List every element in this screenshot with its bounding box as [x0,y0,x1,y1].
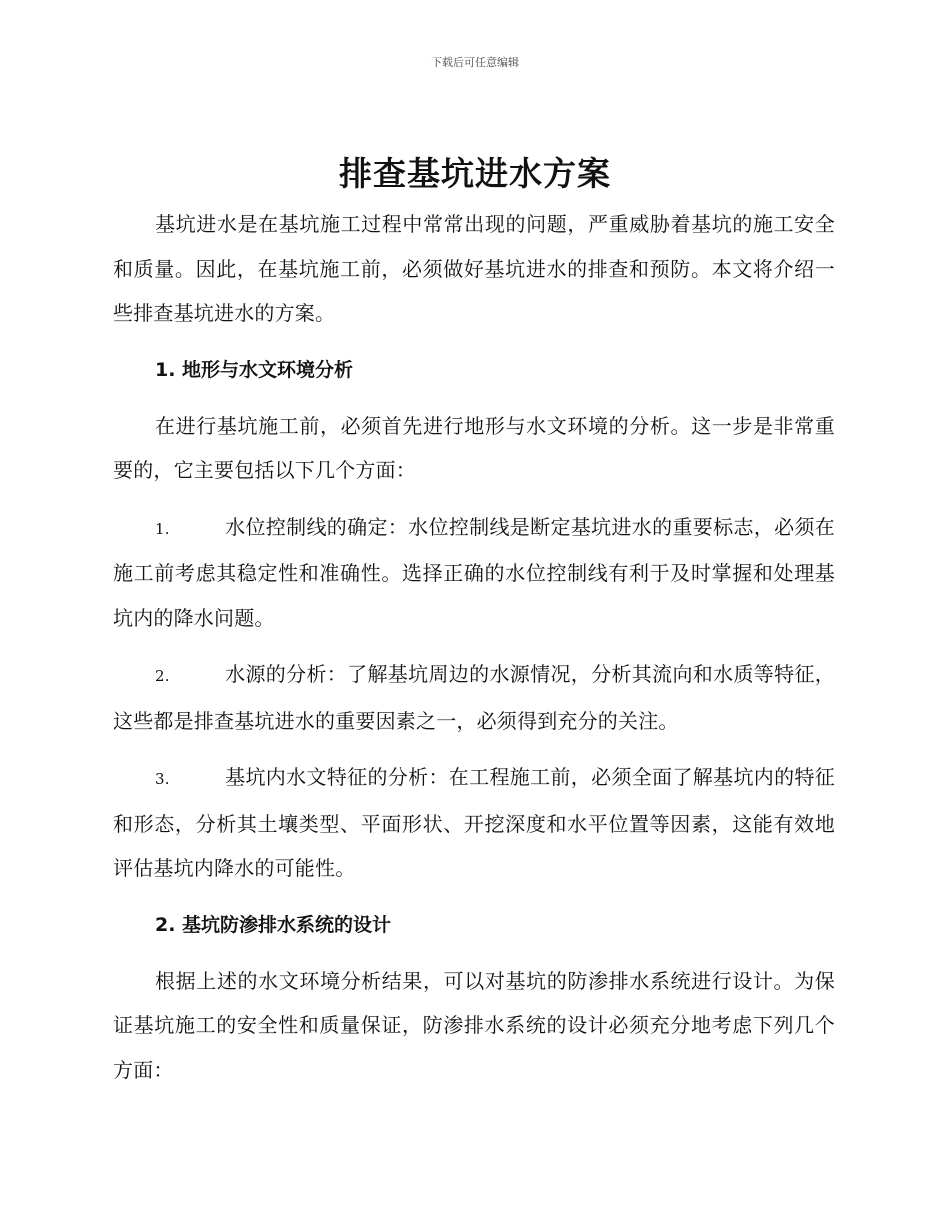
list-item [113,755,835,891]
section-1-heading: 1. 地形与水文环境分析 [155,358,354,381]
list-item-text: 基坑内水文特征的分析：在工程施工前，必须全面了解基坑内的特征和形态，分析其土壤类型、平面形状、开挖深度和水平位置等因素，这能有效地评估基坑内降水的可能性。 [113,765,835,880]
list-item-number: 3. [155,770,170,788]
header-note: 下载后可任意编辑 [431,56,519,69]
list-item-text: 水源的分析：了解基坑周边的水源情况，分析其流向和水质等特征，这些都是排查基坑进水的重要因素之一，必须得到充分的关注。 [113,662,835,733]
list-item-number: 2. [155,667,170,685]
intro-paragraph: 基坑进水是在基坑施工过程中常常出现的问题，严重威胁着基坑的施工安全和质量。因此，在基坑施工前，必须做好基坑进水的排查和预防。本文将介绍一些排查基坑进水的方案。 [113,212,835,325]
list-item [113,505,835,641]
list-item-number: 1. [155,519,170,538]
list-item [113,652,835,743]
section-2-paragraph: 根据上述的水文环境分析结果，可以对基坑的防渗排水系统进行设计。为保证基坑施工的安全性和质量保证，防渗排水系统的设计必须充分地考虑下列几个方面： [113,968,835,1082]
document-title: 排查基坑进水方案 [339,154,611,193]
section-1-paragraph: 在进行基坑施工前，必须首先进行地形与水文环境的分析。这一步是非常重要的，它主要包括以下几个方面： [113,413,835,482]
list-item-text: 水位控制线的确定：水位控制线是断定基坑进水的重要标志，必须在施工前考虑其稳定性和准确性。选择正确的水位控制线有利于及时掌握和处理基坑内的降水问题。 [113,514,835,630]
section-2-heading: 2. 基坑防渗排水系统的设计 [155,913,392,936]
document-body [113,202,835,1104]
